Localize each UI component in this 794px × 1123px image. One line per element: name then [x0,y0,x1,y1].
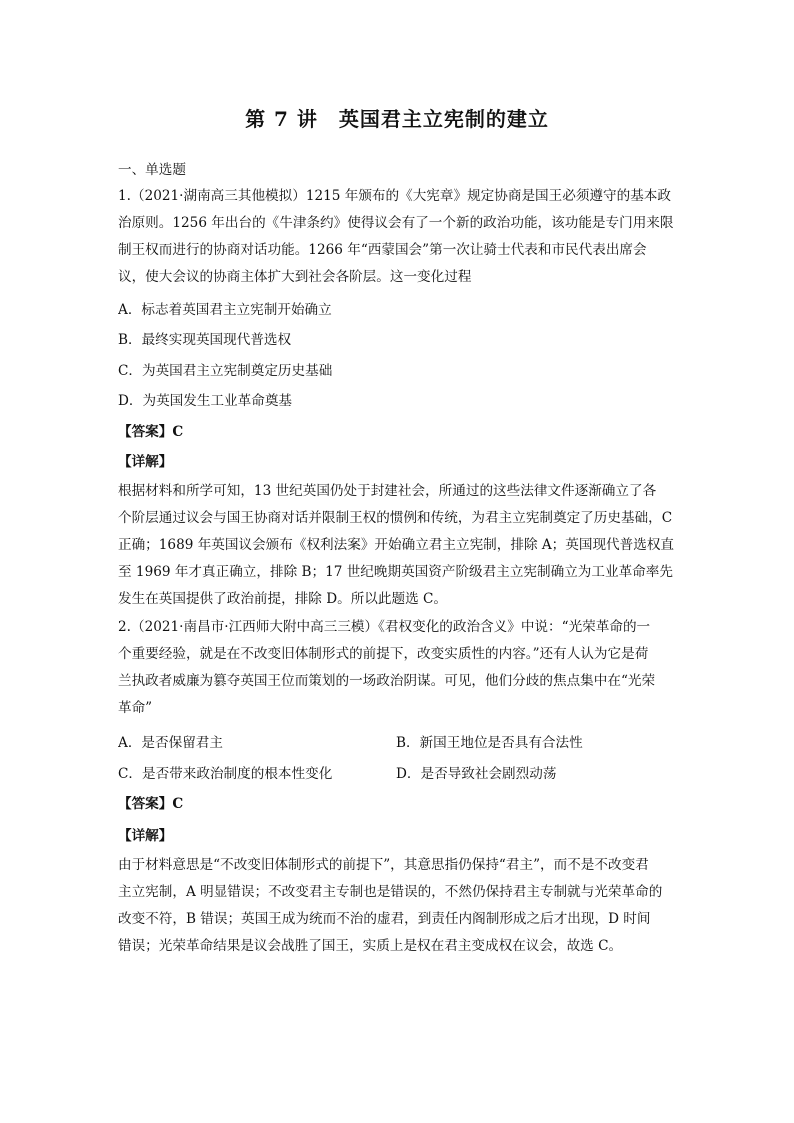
q1-detail-line: 正确；1689 年英国议会颁布《权利法案》开始确立君主立宪制，排除 A；英国现代普选权直 [118,537,675,553]
q2-option-c: C．是否带来政治制度的根本性变化 [118,766,333,782]
section-heading: 一、单选题 [118,162,186,178]
q2-stem-line: 个重要经验，就是在不改变旧体制形式的前提下，改变实质性的内容。”还有人认为它是荷 [118,646,649,662]
q2-detail-label: 【详解】 [118,828,173,844]
q1-stem-line: 议，使大会议的协商主体扩大到社会各阶层。这一变化过程 [118,269,472,285]
q2-option-row-2 [118,764,680,784]
q1-stem-line: 1.（2021·湖南高三其他模拟）1215 年颁布的《大宪章》规定协商是国王必须遵守的基本政 [118,188,671,204]
q1-detail-line: 发生在英国提供了政治前提，排除 D。所以此题选 C。 [118,591,448,607]
q2-option-d: D．是否导致社会剧烈动荡 [396,766,557,782]
q2-detail-line: 主立宪制，A 明显错误；不改变君主专制也是错误的，不然仍保持君主专制就与光荣革命的 [118,884,663,900]
page-title: 第 7 讲 英国君主立宪制的建立 [245,107,549,131]
q2-option-row-1 [118,733,680,753]
q2-stem-line: 革命” [118,700,153,716]
q1-stem-line: 制王权而进行的协商对话功能。1266 年“西蒙国会”第一次让骑士代表和市民代表出席会 [118,242,647,258]
q1-option-a: A．标志着英国君主立宪制开始确立 [118,302,332,318]
q2-detail-line: 错误；光荣革命结果是议会战胜了国王，实质上是权在君主变成权在议会，故选 C。 [118,938,623,954]
q1-option-b: B．最终实现英国现代普选权 [118,332,292,348]
q1-detail-line: 根据材料和所学可知，13 世纪英国仍处于封建社会，所通过的这些法律文件逐渐确立了各 [118,483,657,499]
q1-detail-line: 个阶层通过议会与国王协商对话并限制王权的惯例和传统，为君主立宪制奠定了历史基础，C [118,510,673,526]
q1-detail-line: 至 1969 年才真正确立，排除 B；17 世纪晚期英国资产阶级君主立宪制确立为工业革命率先 [118,564,673,580]
q1-option-d: D．为英国发生工业革命奠基 [118,393,293,409]
q2-stem-line: 2.（2021·南昌市·江西师大附中高三三模）《君权变化的政治含义》中说：“光荣革命的一 [118,619,651,635]
q1-answer: 【答案】C [118,424,184,440]
q1-stem-line: 治原则。1256 年出台的《牛津条约》使得议会有了一个新的政治功能，该功能是专门用来限 [118,215,674,231]
q2-option-b: B．新国王地位是否具有合法性 [396,735,583,751]
q2-answer: 【答案】C [118,796,184,812]
q2-option-a: A．是否保留君主 [118,735,223,751]
q1-option-c: C．为英国君主立宪制奠定历史基础 [118,363,333,379]
q2-stem-line: 兰执政者威廉为篡夺英国王位而策划的一场政治阴谋。可见，他们分歧的焦点集中在“光荣 [118,673,656,689]
q1-detail-label: 【详解】 [118,454,173,470]
q2-detail-line: 由于材料意思是“不改变旧体制形式的前提下”，其意思指仍保持“君主”，而不是不改变君 [118,857,649,873]
q2-detail-line: 改变不符，B 错误；英国王成为统而不治的虚君，到责任内阁制形成之后才出现，D 时间 [118,911,651,927]
